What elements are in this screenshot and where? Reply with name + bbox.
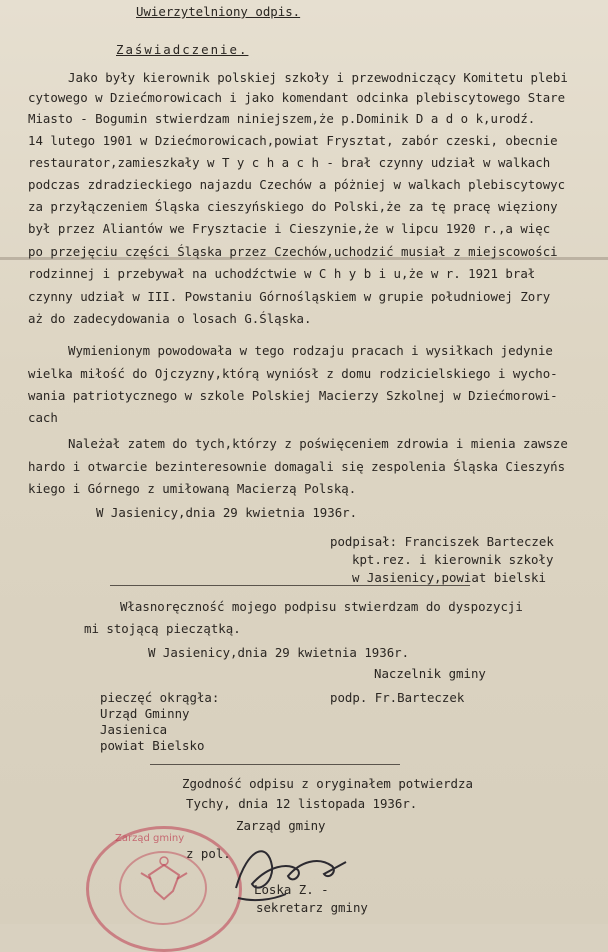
seal-note-line: pieczęć okrągła: <box>100 690 220 705</box>
body-line: restaurator,zamieszkały w T y c h a c h - brał czynny udział w walkach <box>28 155 551 170</box>
eagle-emblem-icon <box>89 829 239 927</box>
official-stamp <box>86 826 242 952</box>
body-line: aż do zadecydowania o losach G.Śląska. <box>28 311 312 326</box>
body-line: Należał zatem do tych,którzy z poświęceniem zdrowia i mienia zawsze <box>68 436 568 451</box>
signature-line: w Jasienicy,powiat bielski <box>352 570 546 585</box>
body-line: czynny udział w III. Powstaniu Górnośląskiem w grupie południowej Zory <box>28 289 551 304</box>
body-line: cytowego w Dziećmorowicach i jako komendant odcinka plebiscytowego Stare <box>28 90 566 105</box>
body-line: Miasto - Bogumin stwierdzam niniejszem,że p.Dominik D a d o k,urodź. <box>28 111 536 126</box>
copy-confirmation-line: Zgodność odpisu z oryginałem potwierdza <box>182 776 473 791</box>
certification-line: Własnoręczność mojego podpisu stwierdzam do dyspozycji <box>120 599 523 614</box>
certification-line: mi stojącą pieczątką. <box>84 621 241 636</box>
copy-confirmation-date: Tychy, dnia 12 listopada 1936r. <box>186 796 418 811</box>
body-line: wania patriotycznego w szkole Polskiej Macierzy Szkolnej w Dziećmorowi- <box>28 388 558 403</box>
signature-line: kpt.rez. i kierownik szkoły <box>352 552 554 567</box>
body-line: po przejęciu części Śląska przez Czechów,uchodzić musiał z miejscowości <box>28 244 558 259</box>
separator <box>150 764 400 765</box>
body-line: Wymienionym powodowała w tego rodzaju pracach i wysiłkach jedynie <box>68 343 553 358</box>
body-line: kiego i Górnego z umiłowaną Macierzą Polską. <box>28 481 357 496</box>
separator <box>110 585 470 586</box>
body-line: za przyłączeniem Śląska cieszyńskiego do Polski,że za tę pracę więziony <box>28 199 558 214</box>
body-line: rodzinnej i przebywał na uchodźctwie w C h y b i u,że w r. 1921 brał <box>28 266 536 281</box>
body-line: Jako były kierownik polskiej szkoły i przewodniczący Komitetu plebi <box>68 70 568 85</box>
certification-role: Naczelnik gminy <box>374 666 486 681</box>
body-date: W Jasienicy,dnia 29 kwietnia 1936r. <box>96 505 358 520</box>
seal-note-line: powiat Bielsko <box>100 738 205 753</box>
handwritten-signature <box>228 836 368 906</box>
seal-note-line: Jasienica <box>100 722 168 737</box>
signature-line: podpisał: Franciszek Barteczek <box>330 534 554 549</box>
copy-confirmation-office: Zarząd gminy <box>236 818 326 833</box>
body-line: cach <box>28 410 58 425</box>
body-line: 14 lutego 1901 w Dziećmorowicach,powiat Frysztat, zabór czeski, obecnie <box>28 133 558 148</box>
body-line: wielka miłość do Ojczyzny,którą wyniósł z domu rodzicielskiego i wycho- <box>28 366 558 381</box>
copy-confirmation-name: Loska Z. - <box>254 882 329 897</box>
body-line: hardo i otwarcie bezinteresownie domagali się zespolenia Śląska Cieszyńs <box>28 459 566 474</box>
document-title: Zaświadczenie. <box>116 42 249 57</box>
copy-confirmation-pol: z pol. <box>186 846 231 861</box>
body-line: podczas zdradzieckiego najazdu Czechów a póżniej w walkach plebiscytowyc <box>28 177 566 192</box>
copy-confirmation-role: sekretarz gminy <box>256 900 368 915</box>
seal-note-line: Urząd Gminny <box>100 706 190 721</box>
certification-date: W Jasienicy,dnia 29 kwietnia 1936r. <box>148 645 410 660</box>
document-header: Uwierzytelniony odpis. <box>136 4 301 19</box>
stamp-text: Zarząd gminy <box>115 833 185 844</box>
certification-signature: podp. Fr.Barteczek <box>330 690 465 705</box>
body-line: był przez Aliantów we Frysztacie i Cieszynie,że w lipcu 1920 r.,a więc <box>28 221 551 236</box>
